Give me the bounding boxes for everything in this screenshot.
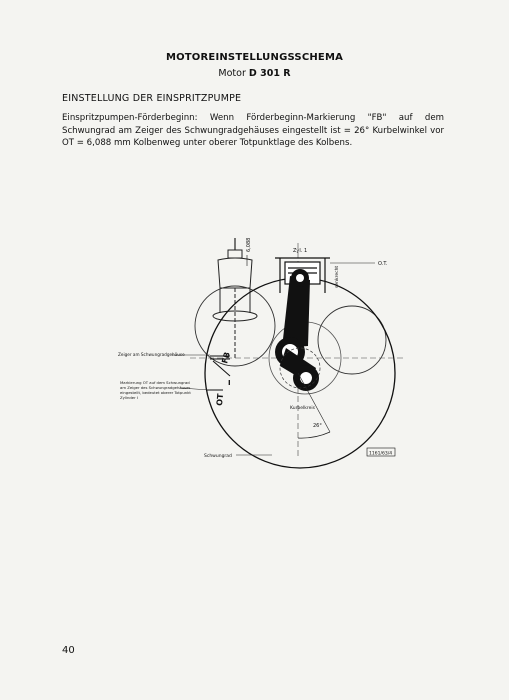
injection-pump-drawing [213, 238, 257, 358]
flywheel-label: Schwungrad [204, 454, 232, 459]
fb-mark: FB [220, 351, 232, 365]
angle-label: 26° [313, 423, 322, 429]
angle-arc [298, 432, 330, 438]
marking-label-line-3: eingestellt, bedeutet oberer Totpunkt [120, 390, 191, 395]
pointer-label: Zeiger am Schwungradgehäuse [118, 352, 185, 357]
marking-label-line-4: Zylinder I [120, 395, 138, 400]
marking-label-line-1: Markierung OT auf dem Schwungrad [120, 380, 190, 385]
crank-circle-label: Kurbelkreis [290, 406, 316, 411]
subtitle-model: D 301 R [248, 68, 291, 79]
marking-label-line-2: am Zeiger des Schwungradgehäuses [120, 385, 191, 390]
subtitle-prefix: Motor [218, 68, 246, 79]
ot-mark: OT [215, 393, 226, 407]
cylinder-i-mark: I [228, 379, 231, 387]
cylinder-label: Zyl. 1 [293, 248, 308, 254]
page-title: MOTOREINSTELLUNGSSCHEMA [165, 52, 344, 63]
section-heading: EINSTELLUNG DER EINSPRITZPUMPE [62, 93, 242, 104]
connecting-rod [275, 269, 319, 391]
page-subtitle [0, 68, 509, 79]
vertical-label: senkrecht [335, 265, 340, 288]
top-dead-center-label: O.T. [378, 261, 388, 267]
reference-code: 1161/63/4 [369, 451, 393, 457]
body-paragraph: Einspritzpumpen-Förderbeginn: Wenn Förderbeginn-Markierung "FB" auf dem Schwungrad am Zeiger des Schwungradgehäuses eingestellt ist = 26° Kurbelwinkel vor OT = 6,088 mm Kolbenweg unter oberer Totpunktlage des Kolbens. [62, 113, 444, 148]
page-number: 40 [62, 645, 75, 656]
engine-timing-diagram [110, 228, 410, 478]
stroke-dimension-label: 6,088 [246, 237, 252, 252]
